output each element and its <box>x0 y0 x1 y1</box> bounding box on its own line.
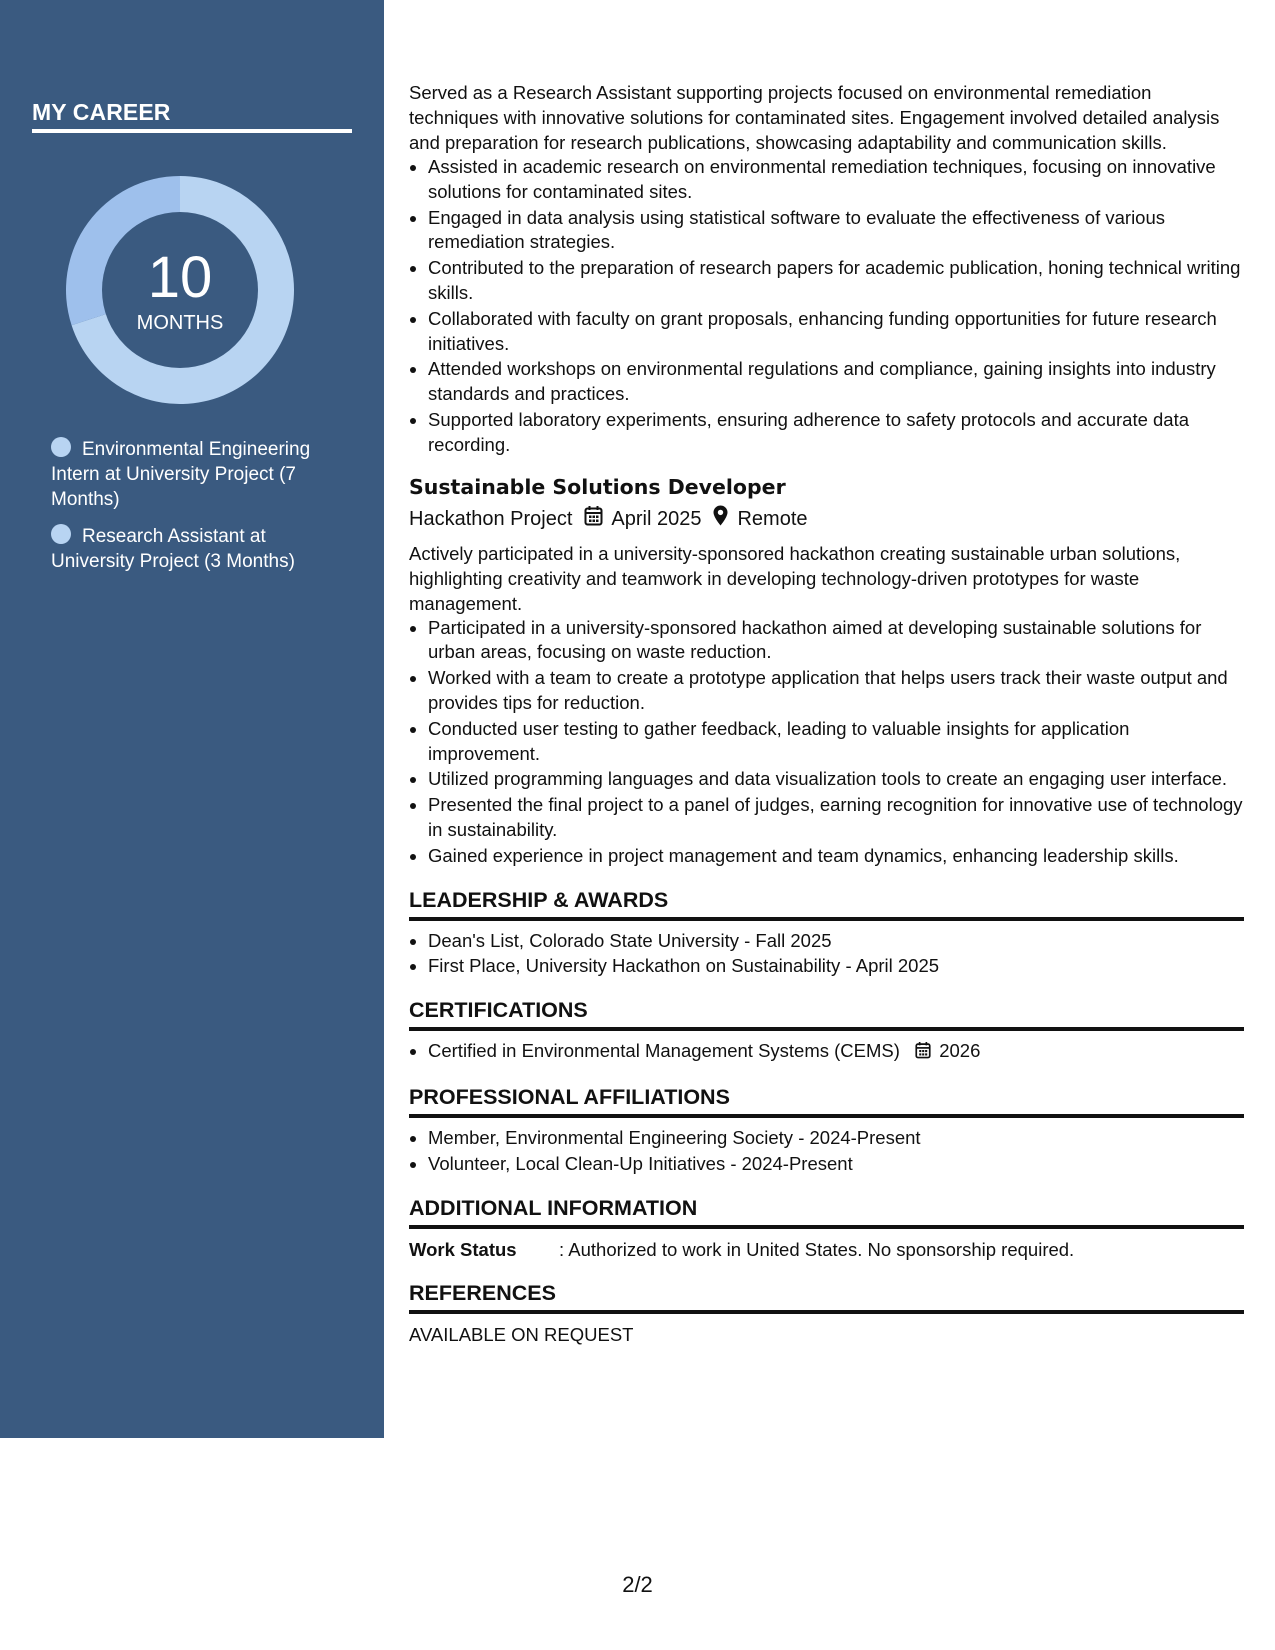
section-heading: CERTIFICATIONS <box>409 998 588 1023</box>
donut-total-number: 10 <box>147 245 213 310</box>
certification-name: Certified in Environmental Management Systems (CEMS) <box>428 1040 900 1062</box>
job-date: April 2025 <box>611 508 702 531</box>
affiliations-list <box>409 1126 1244 1177</box>
section-divider <box>409 1310 1244 1314</box>
donut-total-unit: MONTHS <box>136 312 224 334</box>
main-content <box>409 80 1244 1347</box>
experience-bullet: • Collaborated with faculty on grant proposals, enhancing funding opportunities for future research initiatives. <box>428 307 1244 357</box>
leadership-list <box>409 929 1244 980</box>
section-divider <box>409 1225 1244 1229</box>
section-divider <box>409 917 1244 921</box>
leadership-item: • Dean's List, Colorado State University - Fall 2025 <box>428 929 1244 954</box>
circle-dot-icon <box>51 524 71 544</box>
section-divider <box>409 1114 1244 1118</box>
experience-bullet: • Conducted user testing to gather feedback, leading to valuable insights for application improvement. <box>428 717 1244 767</box>
experience-bullet: • Utilized programming languages and data visualization tools to create an engaging user interface. <box>428 767 1244 792</box>
leadership-section <box>409 885 1244 980</box>
references-section <box>409 1278 1244 1347</box>
job-organization: Hackathon Project <box>409 508 573 531</box>
section-heading: PROFESSIONAL AFFILIATIONS <box>409 1084 730 1109</box>
section-heading: REFERENCES <box>409 1280 556 1305</box>
certifications-list <box>409 1039 1244 1066</box>
work-status-value: : Authorized to work in United States. No sponsorship required. <box>559 1238 1075 1260</box>
leadership-item: • First Place, University Hackathon on Sustainability - April 2025 <box>428 954 1244 979</box>
certification-item <box>428 1039 1244 1066</box>
career-legend-label: Environmental Engineering Intern at University Project (7 Months) <box>51 439 311 510</box>
career-legend-item <box>51 437 321 512</box>
affiliation-item: • Volunteer, Local Clean-Up Initiatives - 2024-Present <box>428 1152 1244 1177</box>
work-status-label: Work Status <box>409 1238 517 1260</box>
experience-entry <box>409 472 1244 869</box>
references-text: AVAILABLE ON REQUEST <box>409 1323 634 1345</box>
sidebar <box>0 0 384 1438</box>
section-heading: LEADERSHIP & AWARDS <box>409 887 669 912</box>
career-heading-underline <box>32 129 352 133</box>
certification-year: 2026 <box>939 1040 981 1062</box>
experience-bullet: • Assisted in academic research on environmental remediation techniques, focusing on innovative solutions for contaminated sites. <box>428 155 1244 205</box>
work-status-row <box>409 1237 1244 1262</box>
experience-bullet: • Participated in a university-sponsored hackathon aimed at developing sustainable solutions for urban areas, focusing on waste reduction. <box>428 616 1244 666</box>
experience-entry <box>409 80 1244 458</box>
career-donut-chart <box>66 176 294 404</box>
experience-bullets <box>409 616 1244 869</box>
experience-bullet: • Engaged in data analysis using statistical software to evaluate the effectiveness of various remediation strategies. <box>428 206 1244 256</box>
job-location: Remote <box>737 508 808 531</box>
career-legend-item <box>51 524 321 574</box>
page-number: 2/2 <box>622 1572 653 1597</box>
experience-bullet: • Worked with a team to create a prototype application that helps users track their waste output and provides tips for reduction. <box>428 666 1244 716</box>
circle-dot-icon <box>51 437 71 457</box>
additional-section <box>409 1193 1244 1262</box>
calendar-icon <box>584 505 603 534</box>
experience-summary: Actively participated in a university-sponsored hackathon creating sustainable urban solutions, highlighting creativity and teamwork in developing technology-driven prototypes for waste management. <box>409 542 1181 614</box>
career-legend-label: Research Assistant at University Project (3 Months) <box>51 526 295 572</box>
map-pin-icon <box>713 505 728 534</box>
section-divider <box>409 1027 1244 1031</box>
affiliation-item: • Member, Environmental Engineering Society - 2024-Present <box>428 1126 1244 1151</box>
job-meta <box>409 505 1244 534</box>
certifications-section <box>409 995 1244 1066</box>
calendar-icon <box>915 1041 931 1066</box>
experience-bullet: • Contributed to the preparation of research papers for academic publication, honing technical writing skills. <box>428 256 1244 306</box>
career-heading: MY CAREER <box>32 99 171 125</box>
experience-bullet: • Attended workshops on environmental regulations and compliance, gaining insights into industry standards and practices. <box>428 357 1244 407</box>
experience-bullets <box>409 155 1244 458</box>
experience-bullet: • Supported laboratory experiments, ensuring adherence to safety protocols and accurate data recording. <box>428 408 1244 458</box>
experience-summary: Served as a Research Assistant supporting projects focused on environmental remediation techniques with innovative solutions for contaminated sites. Engagement involved detailed analysis and preparation for research publications, showcasing adaptability and communication skills. <box>409 82 1220 153</box>
section-heading: ADDITIONAL INFORMATION <box>409 1195 698 1220</box>
experience-bullet: • Presented the final project to a panel of judges, earning recognition for innovative use of technology in sustainability. <box>428 793 1244 843</box>
experience-bullet: • Gained experience in project management and team dynamics, enhancing leadership skills. <box>428 844 1244 869</box>
career-legend <box>51 437 321 586</box>
job-title: Sustainable Solutions Developer <box>409 474 786 499</box>
affiliations-section <box>409 1082 1244 1177</box>
